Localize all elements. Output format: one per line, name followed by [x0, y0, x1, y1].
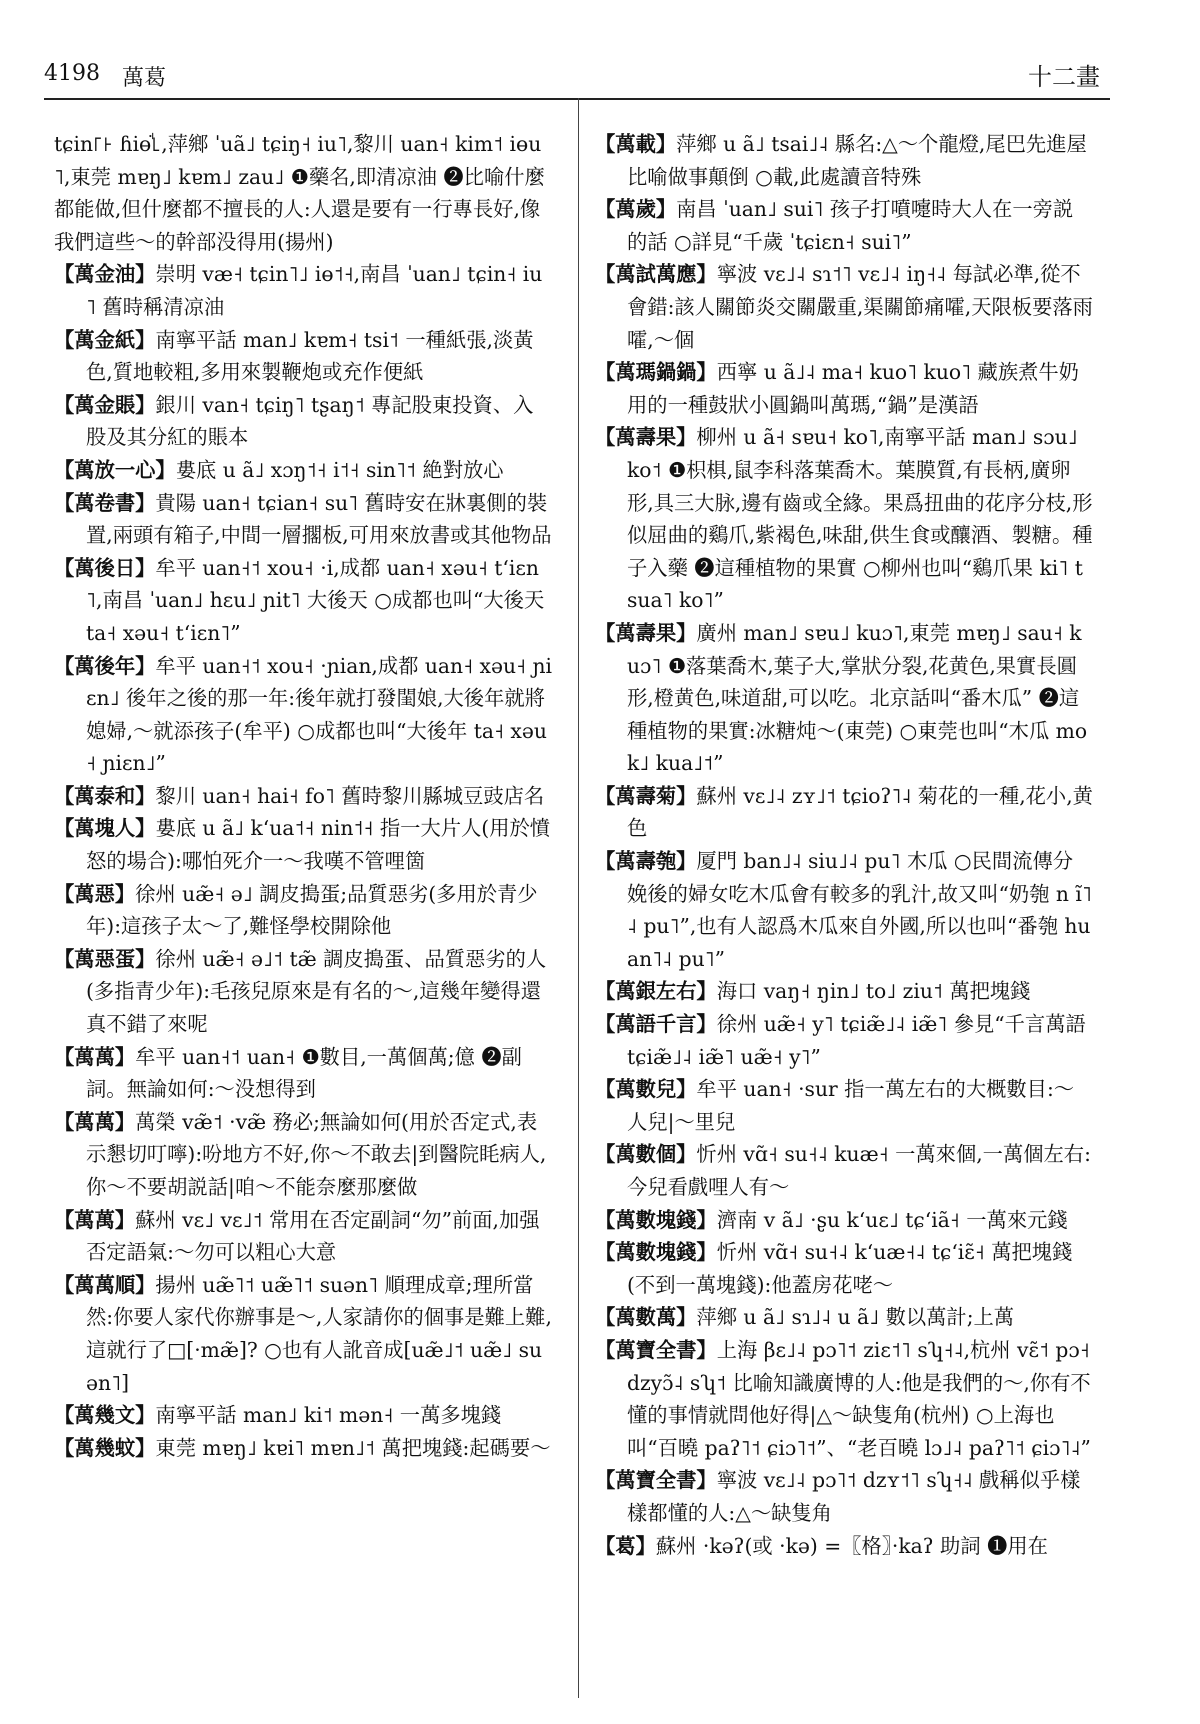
dictionary-entry [595, 1138, 1093, 1203]
entry-text: 厦門 ban˩˨ siu˩˨ pu˥ 木瓜 ○民間流傳分娩後的婦女吃木瓜會有較多的乳汁,故又叫“奶匏 n ĩ˥˨ pu˥”,也有人認爲木瓜來自外國,所以也叫“番匏 huan˥˨ pu˥” [627, 849, 1092, 971]
entry-text: 徐州 uæ̃˧ ə˩ 調皮搗蛋;品質惡劣(多用於青少年):這孩子太～了,難怪學校開除他 [86, 881, 538, 939]
dictionary-entry [595, 421, 1093, 617]
entry-text: 忻州 vɑ̃˧ su˧˨ kuæ˧ 一萬來個,一萬個左右:今兒看戲哩人有～ [627, 1142, 1091, 1199]
dictionary-entry [54, 1269, 552, 1399]
entry-text: 上海 βɛ˩˨ pɔ˥˦ ziɛ˦˥ sʮ˧˨,杭州 vɛ̃˦ pɔ˧ dzyɔ̃˨ sʮ˦ 比喻知識廣博的人:他是我們的～,你有不懂的事情就問他好得|△～缺隻角(杭州) ○上海也叫“百曉 paʔ˥˦ ɕiɔ˥˦”、“老百曉 lɔ˩˨ paʔ˥˦ ɕiɔ˥˨” [627, 1337, 1091, 1460]
entry-headword: 【萬寶全書】 [595, 1468, 717, 1493]
dictionary-entry [54, 454, 552, 487]
dictionary-entry [54, 1041, 552, 1106]
entry-text: 徐州 uæ̃˧ y˥ tɕiæ̃˩˨ iæ̃˥ 參見“千言萬語 tɕiæ̃˩˨ iæ̃˥ uæ̃˧ y˥” [627, 1012, 1086, 1069]
entry-headword: 【萬金紙】 [54, 327, 156, 352]
entry-text: 萍鄉 u ã˩ sɿ˩˨ u ã˩ 數以萬計;上萬 [696, 1305, 1015, 1330]
entry-headword: 【萬後年】 [54, 653, 156, 678]
entry-text: 忻州 vɑ̃˧ su˧˨ kʻuæ˧˨ tɕʻiɛ̃˧ 萬把塊錢(不到一萬塊錢):他蓋房花咾～ [627, 1240, 1073, 1297]
entry-headword: 【萬寶全書】 [595, 1337, 717, 1362]
entry-headword: 【萬萬】 [54, 1207, 136, 1232]
entry-headword: 【萬惡】 [54, 881, 136, 906]
entry-text: 徐州 uæ̃˧ ə˩˦ tæ̃ 調皮搗蛋、品質惡劣的人(多指青少年):毛孩兒原來是有名的～,這幾年變得還真不錯了來呢 [86, 946, 547, 1037]
dictionary-entry [54, 552, 552, 650]
dictionary-entry [595, 356, 1093, 421]
entry-headword: 【萬數塊錢】 [595, 1207, 717, 1232]
dictionary-entry [54, 487, 552, 552]
dictionary-entry [595, 780, 1093, 845]
entry-text: 蘇州 vɛ˩˨ zʏ˩˦ tɕioʔ˥˨ 菊花的一種,花小,黄色 [627, 783, 1093, 841]
entry-headword: 【萬瑪鍋鍋】 [595, 360, 717, 385]
entry-headword: 【萬數塊錢】 [595, 1240, 717, 1265]
entry-headword: 【萬銀左右】 [595, 979, 717, 1004]
entry-headword: 【萬壽果】 [595, 620, 697, 645]
dictionary-entry [595, 128, 1093, 193]
entry-text: 寧波 vɛ˩˨ sɿ˦˥ vɛ˩˨ iŋ˧˨ 每試必準,從不會錯:該人關節炎交關嚴重,渠關節痛嚯,天限板要落雨嚯,～個 [627, 262, 1093, 352]
entry-text: 寧波 vɛ˩˨ pɔ˥˦ dzʏ˦˥ sʮ˧˨ 戲稱似乎樣樣都懂的人:△～缺隻角 [627, 1468, 1081, 1525]
entry-headword: 【萬放一心】 [54, 457, 176, 482]
dictionary-entry [595, 1301, 1093, 1334]
dictionary-entry [54, 1204, 552, 1269]
dictionary-entry [595, 1073, 1093, 1138]
dictionary-entry [54, 389, 552, 454]
entry-headword: 【葛】 [595, 1533, 656, 1558]
entry-headword: 【萬壽匏】 [595, 849, 697, 874]
entry-headword: 【萬後日】 [54, 555, 156, 580]
entry-text: 廣州 man˩ sɐu˩ kuɔ˥,東莞 mɐŋ˩ sau˧ kuɔ˥ ❶落葉喬木,葉子大,掌狀分裂,花黄色,果實長圓形,橙黄色,味道甜,可以吃。北京話叫“番木瓜” ❷這種植物的果實:冰糖炖～(東莞) ○東莞也叫“木瓜 mok˩ kua˩˦” [627, 620, 1088, 776]
entry-text: 婁底 u ã˩ kʻua˦˧ nin˦˧ 指一大片人(用於憤怒的場合):哪怕死介一～我嘆不管哩箇 [86, 816, 551, 874]
entry-text: 婁底 u ã˩ xɔŋ˦˧ i˦˧ sin˥˦ 絶對放心 [175, 457, 504, 482]
entry-text: 崇明 væ˧ tɕin˥˩ iɵ˦˧,南昌 ˈuan˩ tɕin˧ iu˥ 舊時稱清凉油 [86, 262, 543, 319]
dictionary-entry [595, 1008, 1093, 1073]
dictionary-entry [595, 975, 1093, 1008]
dictionary-entry [595, 193, 1093, 258]
column-divider [578, 98, 579, 1698]
entry-text: 銀川 van˧ tɕiŋ˥ tʂaŋ˦ 專記股東投資、入股及其分紅的賬本 [86, 392, 534, 450]
dictionary-entry [54, 1399, 552, 1432]
entry-headword: 【萬萬】 [54, 1109, 136, 1134]
entry-text: 揚州 uæ̃˥˦ uæ̃˥˦ suən˥ 順理成章;理所當然:你要人家代你辦事是～,人家請你的個事是難上難,這就行了□[·mæ̃]? ○也有人訛音成[uæ̃˩˦ uæ̃˩ suən˥] [86, 1272, 552, 1395]
header-left [44, 61, 166, 92]
dictionary-entry [54, 1432, 552, 1465]
section-label: 十二畫 [1028, 63, 1100, 91]
entry-headword: 【萬試萬應】 [595, 262, 717, 287]
entry-text: 萬榮 væ̃˦ ·væ̃ 務必;無論如何(用於否定式,表示懇切叮嚀):吩地方不好,你～不敢去|到醫院眊病人,你～不要胡説話|咱～不能奈麼那麼做 [86, 1109, 547, 1199]
header-headwords: 萬葛 [122, 66, 167, 91]
dictionary-entry [595, 258, 1093, 356]
dictionary-entry [595, 1236, 1093, 1301]
entry-headword: 【萬萬】 [54, 1044, 136, 1069]
entry-headword: 【萬惡蛋】 [54, 946, 156, 971]
dictionary-entry [595, 845, 1093, 975]
page-header [44, 52, 1110, 100]
dictionary-entry [595, 1530, 1093, 1563]
entry-headword: 【萬幾文】 [54, 1403, 156, 1428]
entry-headword: 【萬壽果】 [595, 425, 697, 450]
entry-text: 牟平 uan˧˦ xou˧ ·i,成都 uan˧ xəu˧ tʻiɛn˥,南昌 ˈuan˩ hɛu˩ ɲit˥ 大後天 ○成都也叫“大後天 ta˧ xəu˧ tʻiɛn˥” [86, 555, 545, 645]
dictionary-entry [595, 1204, 1093, 1237]
entry-headword: 【萬語千言】 [595, 1012, 717, 1037]
entry-headword: 【萬載】 [595, 132, 677, 156]
entry-text: 西寧 u ã˩˨ ma˧ kuo˥ kuo˥ 藏族煮牛奶用的一種鼓狀小圓鍋叫萬瑪,“鍋”是漢語 [627, 360, 1079, 417]
dictionary-entry [595, 1464, 1093, 1529]
entry-headword: 【萬壽菊】 [595, 783, 697, 808]
entry-text: 黎川 uan˧ hai˧ fo˥ 舊時黎川縣城豆豉店名 [155, 783, 545, 808]
dictionary-entry [54, 812, 552, 877]
entry-text: 南寧平話 man˩ kɐm˧ tsi˦ 一種紙張,淡黃色,質地較粗,多用來製鞭炮或充作便紙 [86, 327, 534, 385]
left-column [54, 128, 552, 1464]
entry-text: 蘇州 vɛ˩ vɛ˩˦ 常用在否定副詞“勿”前面,加强否定語氣:～勿可以粗心大意 [86, 1207, 540, 1265]
entry-headword: 【萬幾蚊】 [54, 1435, 156, 1460]
entry-text: 東莞 mɐŋ˩ kɐi˥ mɐn˩˦ 萬把塊錢:起碼要～ [155, 1435, 551, 1460]
entry-text: 海口 vaŋ˧ ŋin˩ to˩ ziu˦ 萬把塊錢 [716, 979, 1031, 1004]
entry-text: tɕin꜒꜔ ɦiɵꜗ꜖,萍鄉 ˈuã˩ tɕiŋ˧ iu˥,黎川 uan˧ kim˦ iɵu˥,東莞 mɐŋ˩ kɐm˩ zau˩ ❶藥名,即清凉油 ❷比喻什麼都能做,但什麼都不擅長的人:人還是要有一行專長好,像我們這些～的幹部没得用(揚州) [54, 132, 545, 254]
dictionary-entry [54, 1106, 552, 1204]
dictionary-entry [54, 878, 552, 943]
entry-headword: 【萬金油】 [54, 262, 156, 287]
entry-headword: 【萬萬順】 [54, 1272, 156, 1297]
entry-text: 萍鄉 u ã˩ tsai˩˨ 縣名:△～个龍燈,尾巴先進屋比喻做事顛倒 ○載,此處讀音特殊 [627, 132, 1087, 189]
entry-text: 貴陽 uan˧ tɕian˧ su˥ 舊時安在牀裏側的裝置,兩頭有箱子,中間一層擱板,可用來放書或其他物品 [86, 490, 552, 548]
dictionary-entry [595, 617, 1093, 780]
dictionary-entry [595, 1334, 1093, 1464]
entry-headword: 【萬數個】 [595, 1142, 697, 1167]
entry-headword: 【萬數萬】 [595, 1305, 697, 1330]
entry-text: 牟平 uan˧˦ xou˧ ·ɲian,成都 uan˧ xəu˧ ɲiɛn˩ 後年之後的那一年:後年就打發閨娘,大後年就將媳婦,～就添孩子(牟平) ○成都也叫“大後年 ta˧ xəu˧ ɲiɛn˩” [86, 653, 553, 776]
entry-text: 牟平 uan˧˦ uan˧ ❶數目,一萬個萬;億 ❷副詞。無論如何:～没想得到 [86, 1044, 522, 1102]
entry-text: 柳州 u ã˧ sɐu˧ ko˥,南寧平話 man˩ sɔu˩ ko˦ ❶枳椇,鼠李科落葉喬木。葉膜質,有長柄,廣卵形,具三大脉,邊有齒或全緣。果爲扭曲的花序分枝,形似屈曲的鷄爪,紫褐色,味甜,供生食或釀酒、製糖。種子入藥 ❷這種植物的果實 ○柳州也叫“鷄爪果 ki˥ tsua˥ ko˥” [627, 425, 1093, 613]
entry-text: 牟平 uan˧ ·sur 指一萬左右的大概數目:～人兒|～里兒 [627, 1077, 1075, 1134]
entry-headword: 【萬歲】 [595, 197, 677, 222]
entry-text: 濟南 v ã˩ ·ʂu kʻuɛ˩ tɕʻiã˧ 一萬來元錢 [716, 1207, 1068, 1232]
entry-headword: 【萬塊人】 [54, 816, 156, 841]
entry-text: 南昌 ˈuan˩ sui˥ 孩子打噴嚏時大人在一旁説的話 ○詳見“千歲 ˈtɕiɛn˧ sui˥” [627, 197, 1074, 254]
entry-text: 蘇州 ·kəʔ(或 ·kə) =〖格〗·kaʔ 助詞 ❶用在 [655, 1533, 1048, 1558]
dictionary-entry [54, 780, 552, 813]
dictionary-entry [54, 258, 552, 323]
entry-headword: 【萬金賬】 [54, 392, 156, 417]
dictionary-entry [54, 128, 552, 258]
entry-text: 南寧平話 man˩ ki˦ mən˧ 一萬多塊錢 [155, 1403, 502, 1428]
dictionary-entry [54, 324, 552, 389]
entry-headword: 【萬數兒】 [595, 1077, 697, 1102]
entry-headword: 【萬泰和】 [54, 783, 156, 808]
dictionary-entry [54, 650, 552, 780]
page-number: 4198 [44, 61, 100, 86]
right-column [595, 128, 1093, 1562]
entry-headword: 【萬卷書】 [54, 490, 156, 515]
dictionary-entry [54, 943, 552, 1041]
